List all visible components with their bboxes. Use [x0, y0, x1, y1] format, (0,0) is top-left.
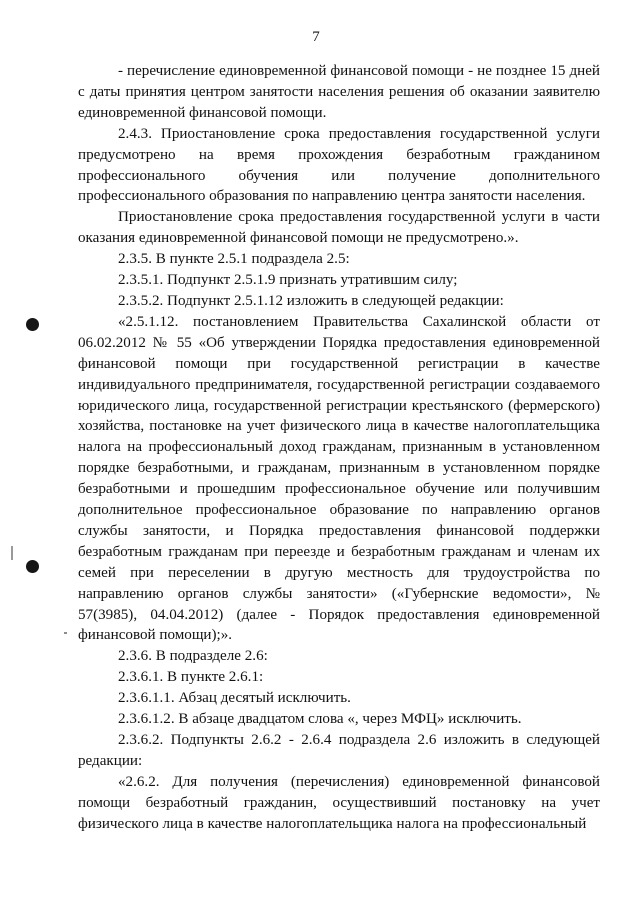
paragraph: 2.3.6.1.2. В абзаце двадцатом слова «, через МФЦ» исключить. [118, 711, 522, 728]
paragraph: «2.6.2. Для получения (перечисления) единовременной финансовой помощи безработный гражданин, осуществивший постановку на учет физического лица в качестве налогоплательщика налога на профессиональный [78, 773, 600, 832]
paragraph: 2.3.5. В пункте 2.5.1 подраздела 2.5: [118, 251, 350, 268]
paragraph: Приостановление срока предоставления государственной услуги в части оказания единовременной финансовой помощи не предусмотрено.». [78, 209, 600, 247]
paragraph: 2.4.3. Приостановление срока предоставления государственной услуги предусмотрено на время прохождения безработным гражданином профессионального обучения или получение дополнительного профессионального образования по направлению центра занятости населения. [78, 125, 600, 205]
paragraph: 2.3.6.2. Подпункты 2.6.2 - 2.6.4 подраздела 2.6 изложить в следующей редакции: [78, 732, 600, 769]
binder-hole-bottom [26, 560, 39, 573]
page-number: 7 [312, 29, 320, 45]
paragraph: 2.3.5.1. Подпункт 2.5.1.9 признать утратившим силу; [118, 272, 458, 289]
scan-artifact-dot [64, 632, 67, 634]
paragraph: «2.5.1.12. постановлением Правительства Сахалинской области от 06.02.2012 № 55 «Об утверждении Порядка предоставления единовременной финансовой помощи при государственной регистрации в качестве индивидуального предпринимателя, государственной регистрации создаваемого юридического лица, государственной регистрации крестьянского (фермерского) хозяйства, постановке на учет физического лица в качестве налогоплательщика налога на профессиональный доход гражданам, признанным в установленном порядке безработными, и гражданам, признанным в установленном порядке безработными и прошедшим профессиональное обучение или получившим дополнительное профессиональное образование по направлению органов службы занятости, и Порядка предоставления финансовой поддержки безработным гражданам при переезде и безработным гражданам и членам их семей при переселении в другую местность для трудоустройства по направлению органов службы занятости» («Губернские ведомости», № 57(3985), 04.04.2012) (далее - Порядок предоставления единовременной финансовой помощи);». [78, 313, 600, 644]
paragraph: - перечисление единовременной финансовой помощи - не позднее 15 дней с даты принятия центром занятости населения решения об оказании заявителю единовременной финансовой помощи. [78, 63, 600, 121]
paragraph: 2.3.6.1.1. Абзац десятый исключить. [118, 690, 351, 707]
paragraph: 2.3.5.2. Подпункт 2.5.1.12 изложить в следующей редакции: [118, 292, 504, 309]
document-body [78, 61, 600, 835]
binder-hole-top [26, 318, 39, 331]
paragraph: 2.3.6. В подразделе 2.6: [118, 648, 268, 665]
scan-artifact-line [11, 546, 13, 560]
paragraph: 2.3.6.1. В пункте 2.6.1: [118, 669, 264, 686]
